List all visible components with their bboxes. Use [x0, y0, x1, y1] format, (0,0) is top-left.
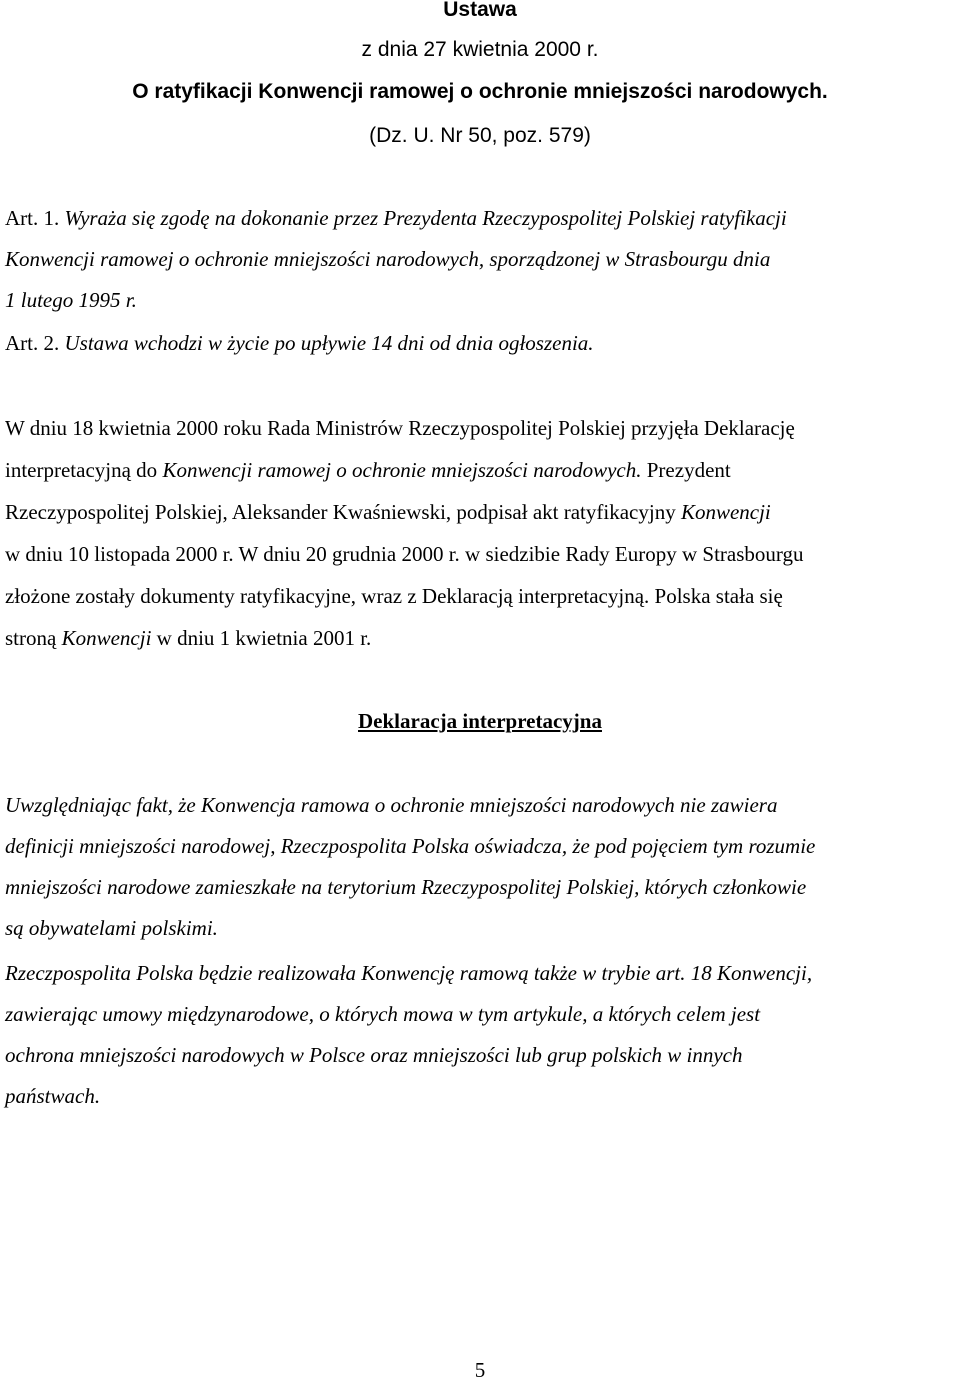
document-reference: (Dz. U. Nr 50, poz. 579)	[369, 124, 591, 147]
ratification-line-1: W dniu 18 kwietnia 2000 roku Rada Ministrów Rzeczypospolitej Polskiej przyjęła Deklarację	[5, 416, 795, 440]
ratification-line-5: złożone zostały dokumenty ratyfikacyjne, wraz z Deklaracją interpretacyjną. Polska stała się	[5, 584, 783, 608]
article-2-text: Ustawa wchodzi w życie po upływie 14 dni od dnia ogłoszenia.	[59, 331, 594, 355]
ratification-line-6c: w dniu 1 kwietnia 2001 r.	[151, 626, 372, 650]
declaration-p1-line-1: Uwzględniając fakt, że Konwencja ramowa o ochronie mniejszości narodowych nie zawiera	[5, 793, 778, 817]
document-date: z dnia 27 kwietnia 2000 r.	[361, 38, 599, 61]
declaration-p2-line-4: państwach.	[5, 1084, 101, 1108]
declaration-p1-line-3: mniejszości narodowe zamieszkałe na terytorium Rzeczypospolitej Polskiej, których członkowie	[5, 875, 807, 899]
ratification-line-2a: interpretacyjną do	[5, 458, 163, 482]
declaration-p2-line-3: ochrona mniejszości narodowych w Polsce oraz mniejszości lub grup polskich w innych	[5, 1043, 743, 1067]
ratification-line-4: w dniu 10 listopada 2000 r. W dniu 20 grudnia 2000 r. w siedzibie Rady Europy w Strasbourgu	[5, 542, 804, 566]
declaration-title: Deklaracja interpretacyjna	[358, 709, 602, 733]
article-1-line-2: Konwencji ramowej o ochronie mniejszości narodowych, sporządzonej w Strasbourgu dnia	[5, 247, 771, 271]
article-1-line-1: Wyraża się zgodę na dokonanie przez Prezydenta Rzeczypospolitej Polskiej ratyfikacji	[59, 206, 787, 230]
ratification-line-6b: Konwencji	[61, 626, 152, 650]
article-1-line-3: 1 lutego 1995 r.	[5, 288, 137, 312]
page-number: 5	[474, 1358, 486, 1382]
article-1	[5, 198, 955, 321]
ratification-line-2c: Prezydent	[641, 458, 731, 482]
article-2-label: Art. 2.	[5, 331, 60, 355]
ratification-line-3b: Konwencji	[680, 500, 771, 524]
declaration-p2-line-2: zawierając umowy międzynarodowe, o których mowa w tym artykule, a których celem jest	[5, 1002, 761, 1026]
ratification-paragraph	[5, 407, 955, 659]
document-title: Ustawa	[443, 0, 517, 21]
ratification-line-6a: stroną	[5, 626, 62, 650]
ratification-line-2b: Konwencji ramowej o ochronie mniejszości narodowych.	[162, 458, 642, 482]
declaration-p2-line-1: Rzeczpospolita Polska będzie realizowała Konwencję ramową także w trybie art. 18 Konwencji,	[5, 961, 813, 985]
declaration-paragraph-1	[5, 785, 955, 949]
declaration-p1-line-4: są obywatelami polskimi.	[5, 916, 218, 940]
ratification-line-3a: Rzeczypospolitej Polskiej, Aleksander Kwaśniewski, podpisał akt ratyfikacyjny	[5, 500, 681, 524]
document-subject: O ratyfikacji Konwencji ramowej o ochronie mniejszości narodowych.	[132, 80, 828, 103]
article-1-label: Art. 1.	[5, 206, 60, 230]
article-2	[5, 323, 955, 364]
declaration-paragraph-2	[5, 953, 955, 1117]
declaration-p1-line-2: definicji mniejszości narodowej, Rzeczpospolita Polska oświadcza, że pod pojęciem tym rozumie	[5, 834, 816, 858]
